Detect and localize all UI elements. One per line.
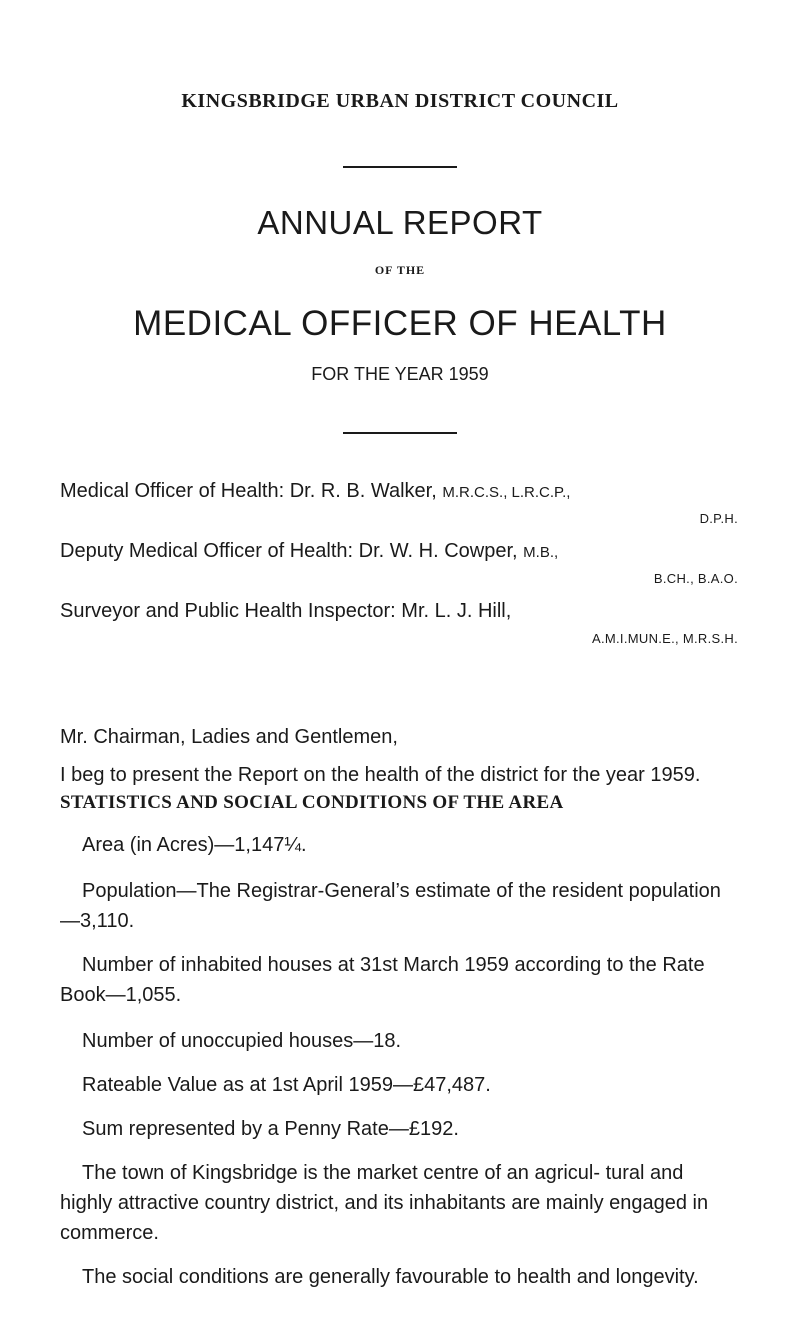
officer-name: Mr. L. J. Hill, <box>401 600 512 622</box>
divider-rule <box>343 432 457 434</box>
officer-qualifications: M.B., <box>523 544 559 561</box>
officer-role: Surveyor and Public Health Inspector: <box>60 600 396 622</box>
stats-item <box>60 876 740 936</box>
officer-line <box>60 480 570 503</box>
stats-item <box>60 1158 740 1248</box>
officer-line <box>60 540 558 563</box>
stats-item <box>60 830 740 860</box>
of-the-label: OF THE <box>374 263 426 277</box>
officer-role: Deputy Medical Officer of Health: <box>60 540 354 562</box>
report-subject: MEDICAL OFFICER OF HEALTH <box>133 304 667 343</box>
officer-qualifications: M.R.C.S., L.R.C.P., <box>442 484 571 501</box>
officer-name: Dr. W. H. Cowper, <box>358 540 518 562</box>
officer-name: Dr. R. B. Walker, <box>289 480 437 502</box>
intro-paragraph <box>60 760 740 790</box>
officer-qualifications-cont: A.M.I.MUN.E., M.R.S.H. <box>592 631 738 646</box>
stats-social-conditions: The social conditions are generally favourable to health and longevity. <box>82 1266 699 1288</box>
officer-role: Medical Officer of Health: <box>60 480 285 502</box>
stats-item <box>60 1026 740 1056</box>
report-year: FOR THE YEAR 1959 <box>311 364 489 384</box>
stats-penny-rate: Sum represented by a Penny Rate—£192. <box>82 1118 459 1140</box>
stats-town-description: The town of Kingsbridge is the market centre of an agricul- tural and highly attractive country district, and its inhabitants are mainly engaged in commerce. <box>60 1162 709 1244</box>
stats-item <box>60 1262 740 1292</box>
officer-qualifications-cont: D.P.H. <box>699 511 738 526</box>
stats-heading: STATISTICS AND SOCIAL CONDITIONS OF THE AREA <box>60 792 564 813</box>
officer-line <box>60 600 511 623</box>
intro-text: I beg to present the Report on the health of the district for the year 1959. <box>60 764 701 786</box>
report-title: ANNUAL REPORT <box>257 204 543 241</box>
stats-area: Area (in Acres)—1,147¼. <box>82 834 307 856</box>
stats-rateable-value: Rateable Value as at 1st April 1959—£47,487. <box>82 1074 491 1096</box>
stats-item <box>60 950 740 1010</box>
stats-item <box>60 1114 740 1144</box>
officer-qualifications-cont: B.CH., B.A.O. <box>653 571 738 586</box>
stats-item <box>60 1070 740 1100</box>
stats-population: Population—The Registrar-General’s estimate of the resident population—3,110. <box>60 880 721 932</box>
stats-unoccupied-houses: Number of unoccupied houses—18. <box>82 1030 402 1052</box>
divider-rule <box>343 166 457 168</box>
salutation: Mr. Chairman, Ladies and Gentlemen, <box>60 726 398 748</box>
council-name: KINGSBRIDGE URBAN DISTRICT COUNCIL <box>181 90 619 112</box>
stats-inhabited-houses: Number of inhabited houses at 31st March 1959 according to the Rate Book—1,055. <box>60 954 705 1006</box>
